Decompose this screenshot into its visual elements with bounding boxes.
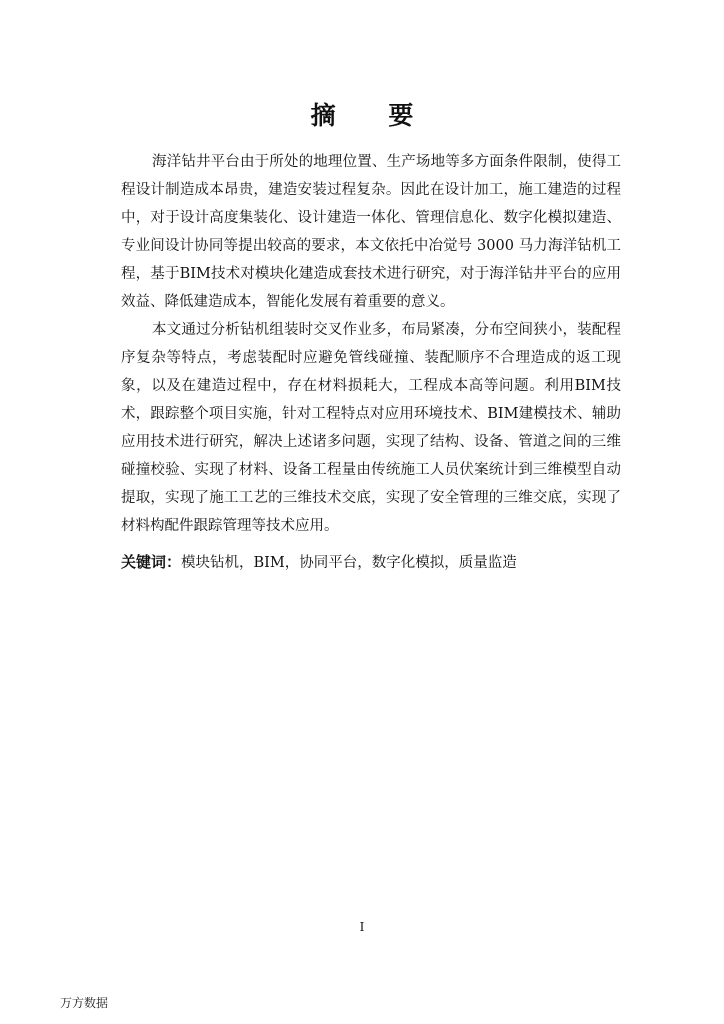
- abstract-paragraph-2: 本文通过分析钻机组装时交叉作业多，布局紧凑，分布空间狭小，装配程序复杂等特点，考虑装配时应避免管线碰撞、装配顺序不合理造成的返工现象，以及在建造过程中，存在材料损耗大，工程成本高等问题。利用BIM技术，跟踪整个项目实施，针对工程特点对应用环境技术、BIM建模技术、辅助应用技术进行研究，解决上述诸多问题，实现了结构、设备、管道之间的三维碰撞校验、实现了材料、设备工程量由传统施工人员伏案统计到三维模型自动提取，实现了施工工艺的三维技术交底，实现了安全管理的三维交底，实现了材料构配件跟踪管理等技术应用。: [121, 322, 621, 534]
- keywords-text: 模块钻机，BIM，协同平台，数字化模拟，质量监造: [181, 555, 517, 571]
- keywords-line: [121, 548, 621, 577]
- abstract-paragraph-1: 海洋钻井平台由于所处的地理位置、生产场地等多方面条件限制，使得工程设计制造成本昂贵，建造安装过程复杂。因此在设计加工，施工建造的过程中，对于设计高度集装化、设计建造一体化、管理信息化、数字化模拟建造、专业间设计协同等提出较高的要求，本文依托中冶觉号 3000 马力海洋钻机工程，基于BIM技术对模块化建造成套技术进行研究，对于海洋钻井平台的应用效益、降低建造成本，智能化发展有着重要的意义。: [121, 154, 621, 310]
- page-title: 摘 要: [310, 101, 436, 130]
- page-number: I: [359, 920, 365, 934]
- watermark-text: 万方数据: [60, 996, 109, 1010]
- keywords-label: 关键词：: [121, 553, 182, 571]
